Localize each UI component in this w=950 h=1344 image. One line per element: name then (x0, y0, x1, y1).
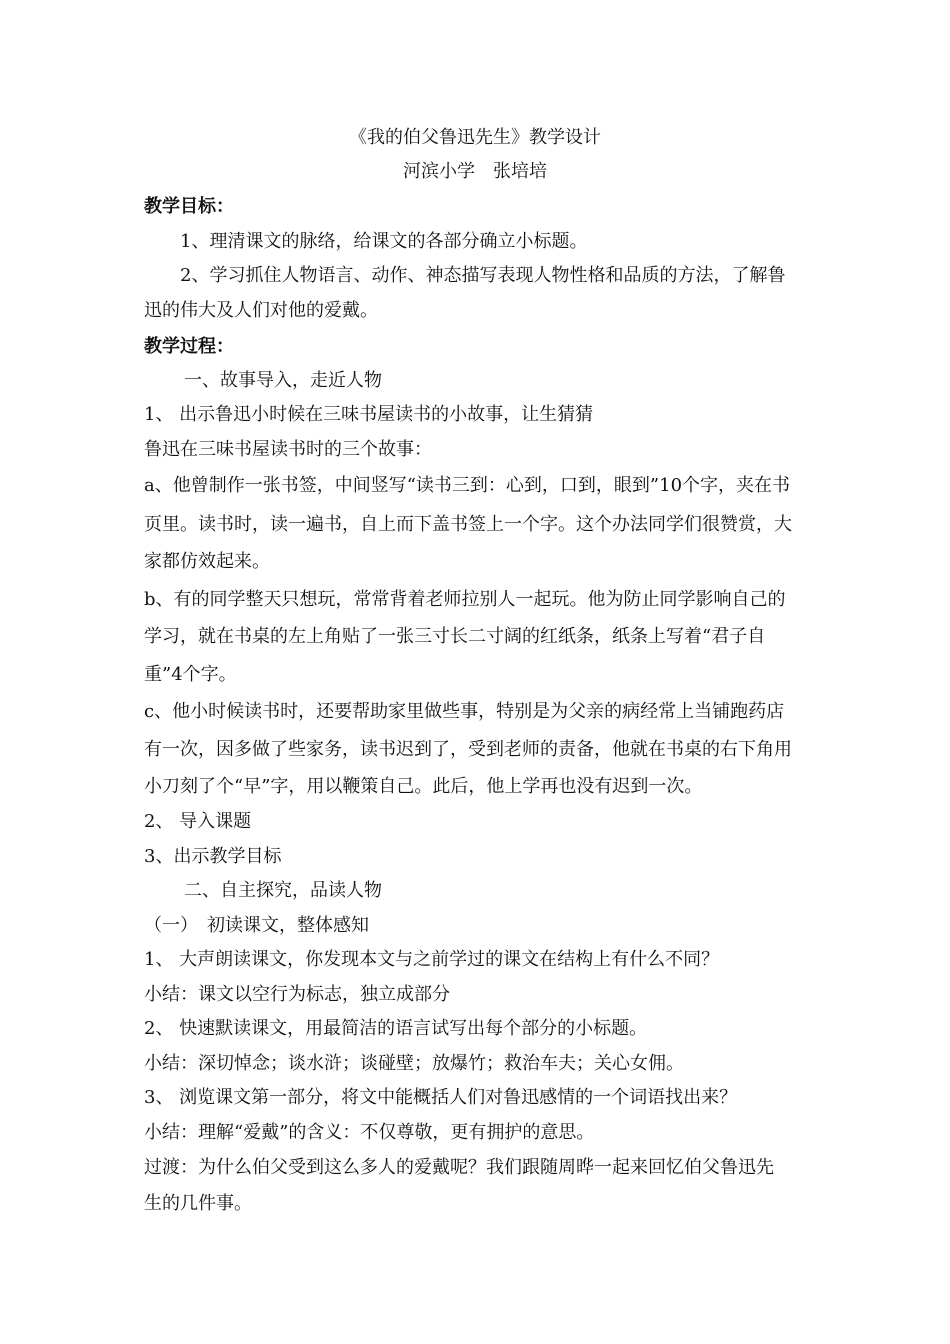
story-c-line-3: 小刀刻了个“早”字，用以鞭策自己。此后，他上学再也没有迟到一次。 (144, 776, 703, 797)
transition-line-2: 生的几件事。 (144, 1193, 252, 1214)
transition-line-1: 过渡：为什么伯父受到这么多人的爱戴呢？我们跟随周晔一起来回忆伯父鲁迅先 (144, 1157, 774, 1178)
story-b-line-2: 学习，就在书桌的左上角贴了一张三寸长二寸阔的红纸条，纸条上写着“君子自 (144, 626, 766, 647)
step-1-3: 3、出示教学目标 (144, 846, 282, 867)
stories-intro: 鲁迅在三味书屋读书时的三个故事： (144, 439, 432, 460)
question-2: 2、 快速默读课文，用最简洁的语言试写出每个部分的小标题。 (144, 1018, 648, 1039)
story-b-line-3: 重”4个字。 (144, 664, 237, 685)
story-a-line-3: 家都仿效起来。 (144, 551, 270, 572)
process-heading: 教学过程： (144, 336, 234, 357)
section-2-heading: 二、自主探究，品读人物 (184, 880, 382, 901)
step-1-2: 2、 导入课题 (144, 811, 252, 832)
summary-1: 小结：课文以空行为标志，独立成部分 (144, 984, 450, 1005)
objective-1: 1、理清课文的脉络，给课文的各部分确立小标题。 (180, 231, 588, 252)
story-c-line-2: 有一次，因多做了些家务，读书迟到了，受到老师的责备，他就在书桌的右下角用 (144, 739, 792, 760)
story-a-line-1: a、他曾制作一张书签，中间竖写“读书三到：心到，口到，眼到”10个字，夹在书 (144, 475, 791, 496)
story-c-line-1: c、他小时候读书时，还要帮助家里做些事，特别是为父亲的病经常上当铺跑药店 (144, 701, 785, 722)
story-a-line-2: 页里。读书时，读一遍书，自上而下盖书签上一个字。这个办法同学们很赞赏，大 (144, 514, 792, 535)
step-1-1: 1、 出示鲁迅小时候在三味书屋读书的小故事，让生猜猜 (144, 404, 594, 425)
summary-3: 小结：理解“爱戴”的含义：不仅尊敬，更有拥护的意思。 (144, 1122, 595, 1143)
objective-2-line-2: 迅的伟大及人们对他的爱戴。 (144, 300, 378, 321)
summary-2: 小结：深切悼念；谈水浒；谈碰壁；放爆竹；救治车夫；关心女佣。 (144, 1053, 684, 1074)
question-3: 3、 浏览课文第一部分，将文中能概括人们对鲁迅感情的一个词语找出来？ (144, 1087, 738, 1108)
objective-2-line-1: 2、学习抓住人物语言、动作、神态描写表现人物性格和品质的方法，了解鲁 (180, 265, 786, 286)
document-title: 《我的伯父鲁迅先生》教学设计 (349, 127, 601, 148)
objectives-heading: 教学目标： (144, 196, 234, 217)
question-1: 1、 大声朗读课文，你发现本文与之前学过的课文在结构上有什么不同？ (144, 949, 720, 970)
story-b-line-1: b、有的同学整天只想玩，常常背着老师拉别人一起玩。他为防止同学影响自己的 (144, 589, 786, 610)
document-author: 河滨小学 张培培 (403, 161, 547, 182)
subsection-1-heading: （一） 初读课文，整体感知 (144, 915, 369, 936)
section-1-heading: 一、故事导入，走近人物 (184, 370, 382, 391)
